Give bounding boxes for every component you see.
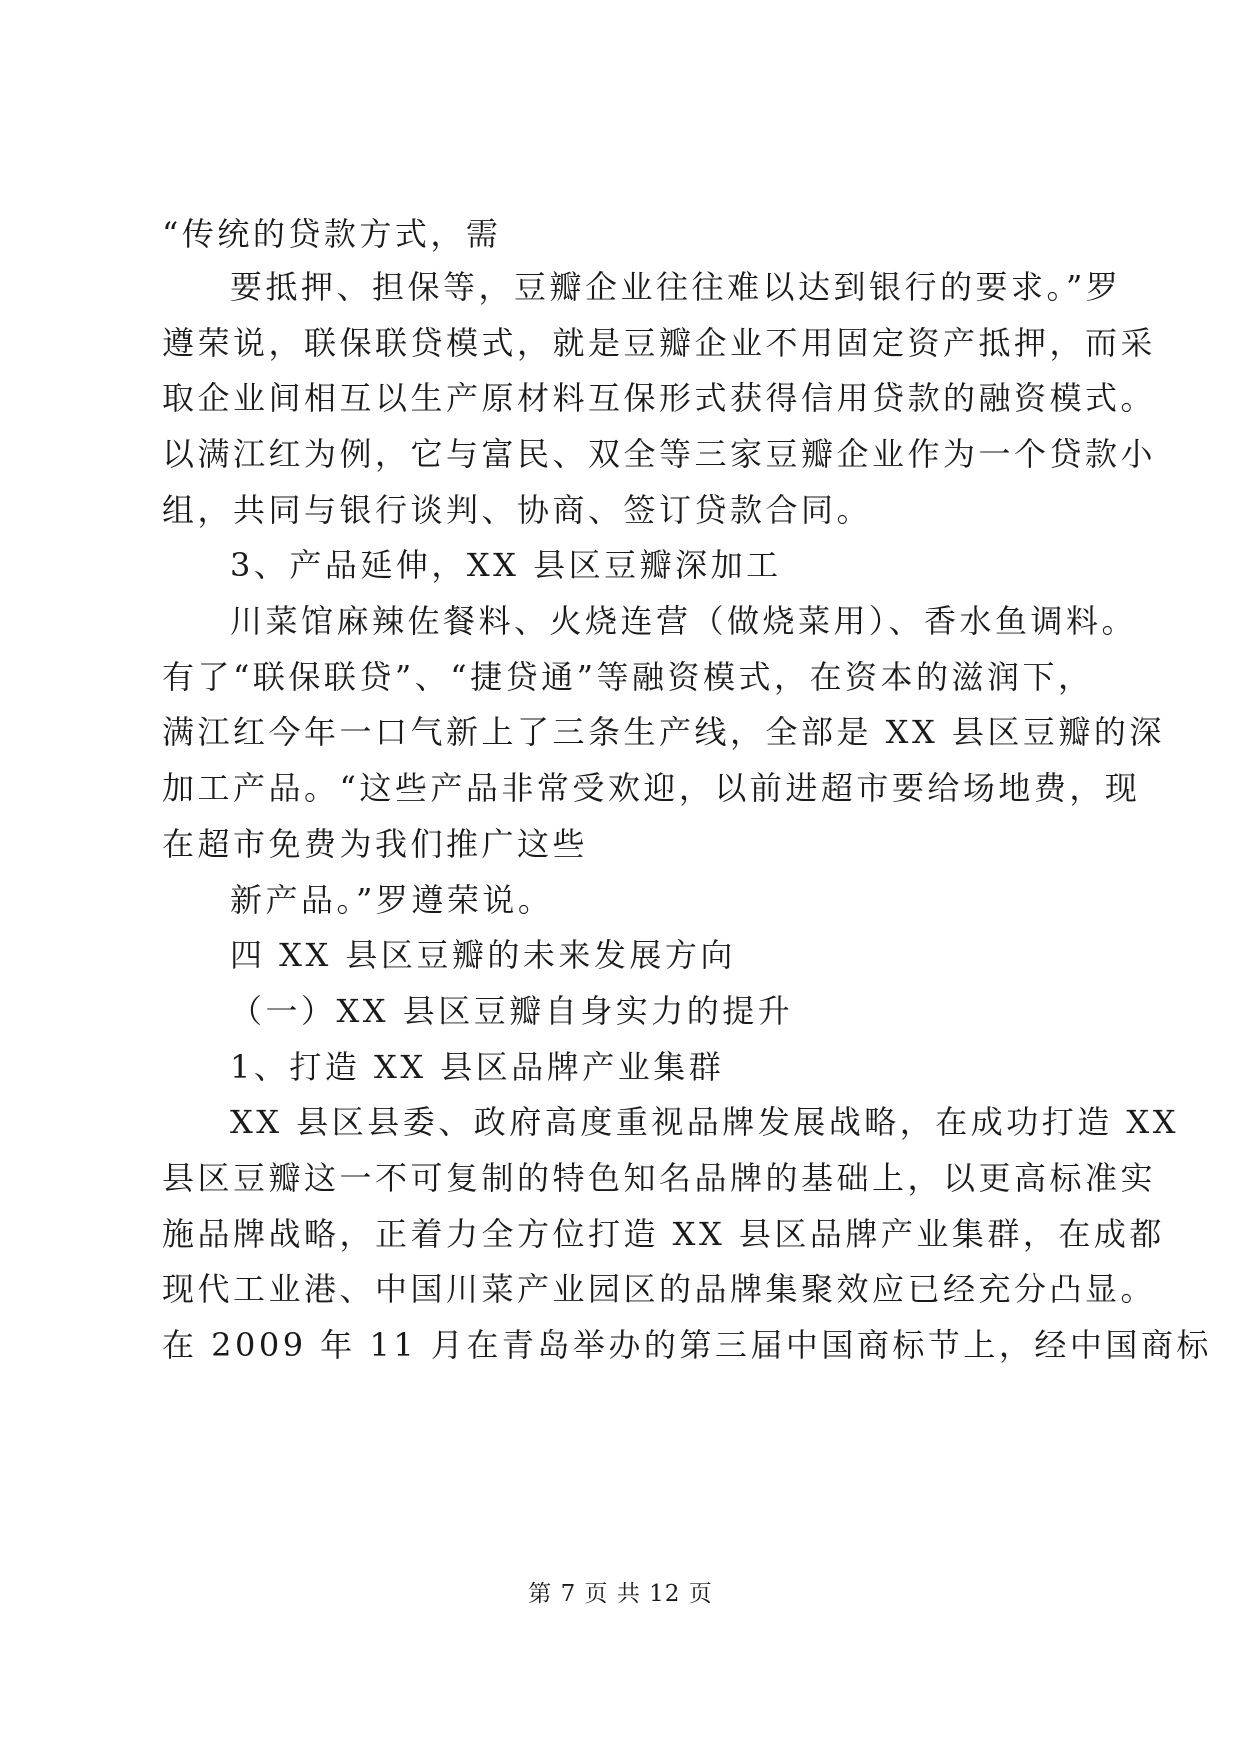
body-text-line: 有了“联保联贷”、“捷贷通”等融资模式，在资本的滋润下， [162,658,1094,696]
section-heading: 1、打造 XX 县区品牌产业集群 [230,1048,725,1086]
body-text-line: “传统的贷款方式，需 [162,215,502,253]
body-text-line: 以满江红为例，它与富民、双全等三家豆瓣企业作为一个贷款小 [162,435,1157,473]
body-text-line: 施品牌战略，正着力全方位打造 XX 县区品牌产业集群，在成都 [162,1215,1165,1253]
section-heading: （一）XX 县区豆瓣自身实力的提升 [230,992,794,1030]
body-text-line: 川菜馆麻辣佐餐料、火烧连营（做烧菜用）、香水鱼调料。 [230,602,1138,640]
body-text-line: 县区豆瓣这一不可复制的特色知名品牌的基础上，以更高标准实 [162,1159,1157,1197]
body-text-line: 取企业间相互以生产原材料互保形式获得信用贷款的融资模式。 [162,379,1157,417]
body-text-line: 组，共同与银行谈判、协商、签订贷款合同。 [162,491,873,529]
body-text-line: 在 2009 年 11 月在青岛举办的第三届中国商标节上，经中国商标 [162,1326,1212,1364]
section-heading: 四 XX 县区豆瓣的未来发展方向 [230,936,736,974]
section-heading: 3、产品延伸，XX 县区豆瓣深加工 [230,546,782,584]
body-text-line: 在超市免费为我们推广这些 [162,825,589,863]
body-text-line: 遵荣说，联保联贷模式，就是豆瓣企业不用固定资产抵押，而采 [162,324,1157,362]
body-text-line: 新产品。”罗遵荣说。 [230,881,554,919]
body-text-line: XX 县区县委、政府高度重视品牌发展战略，在成功打造 XX [230,1103,1179,1141]
body-text-line: 现代工业港、中国川菜产业园区的品牌集聚效应已经充分凸显。 [162,1270,1157,1308]
body-text-line: 满江红今年一口气新上了三条生产线，全部是 XX 县区豆瓣的深 [162,713,1165,751]
body-text-line: 要抵押、担保等，豆瓣企业往往难以达到银行的要求。”罗 [230,268,1122,306]
page-footer: 第 7 页 共 12 页 [528,1581,713,1607]
body-text-line: 加工产品。“这些产品非常受欢迎，以前进超市要给场地费，现 [162,769,1141,807]
